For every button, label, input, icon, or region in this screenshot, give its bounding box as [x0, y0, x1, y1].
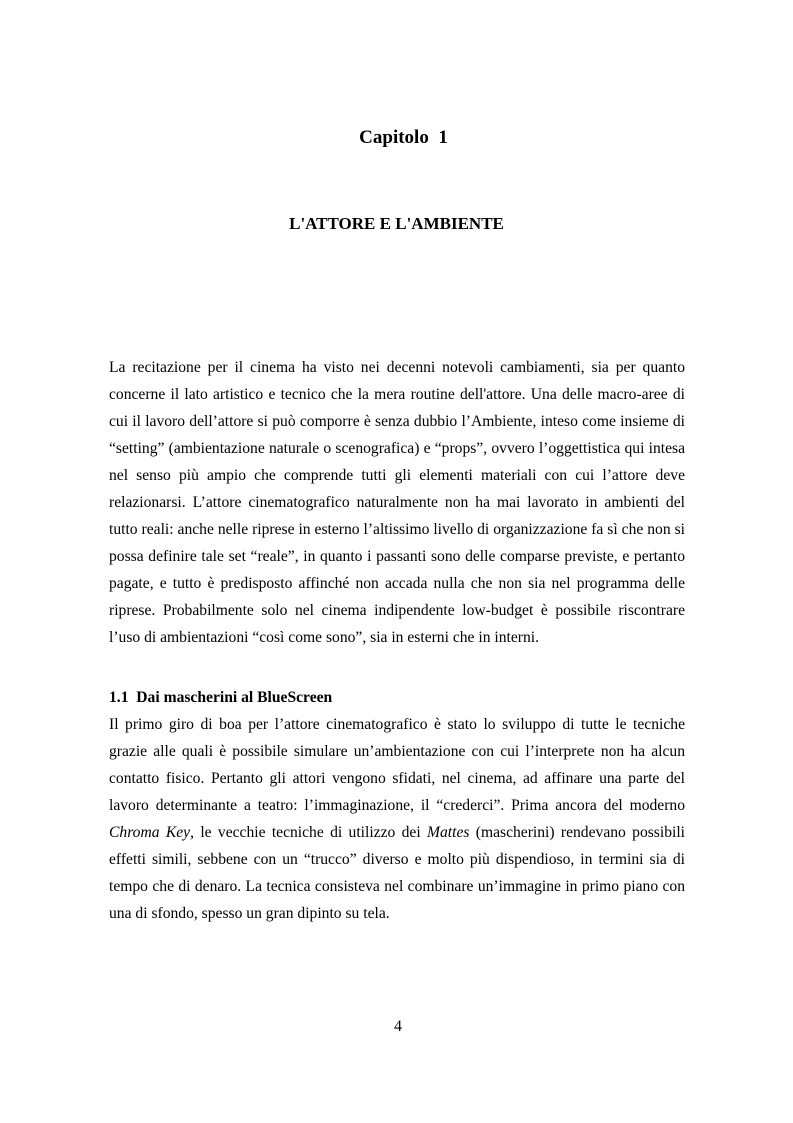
section-paragraph-italic-mattes: Mattes	[427, 824, 470, 841]
section-paragraph-text-3: (mascherini) rendevano possibili effetti simili, sebbene con un “trucco” diverso e molto più dispendioso, in termini sia di tempo che di denaro. La tecnica consisteva nel combinare un’immagine in primo piano con una di sfondo, spesso un gran dipinto su tela.	[109, 824, 686, 922]
intro-paragraph: La recitazione per il cinema ha visto nei decenni notevoli cambiamenti, sia per quanto concerne il lato artistico e tecnico che la mera routine dell'attore. Una delle macro-aree di cui il lavoro dell’attore si può comporre è senza dubbio l’Ambiente, inteso come insieme di “setting” (ambientazione naturale o scenografica) e “props”, ovvero l’oggettistica qui intesa nel senso più ampio che comprende tutti gli elementi materiali con cui l’attore deve relazionarsi. L’attore cinematografico naturalmente non ha mai lavorato in ambienti del tutto reali: anche nelle riprese in esterno l’altissimo livello di organizzazione fa sì che non si possa definire tale set “reale”, in quanto i passanti sono delle comparse previste, e pertanto pagate, e tutto è predisposto affinché non accada nulla che non sia nel programma delle riprese. Probabilmente solo nel cinema indipendente low-budget è possibile riscontrare l’uso di ambientazioni “così come sono”, sia in esterni che in interni.	[109, 359, 685, 646]
page-number: 4	[394, 1018, 402, 1035]
chapter-number: Capitolo 1	[359, 127, 448, 148]
section-paragraph	[109, 711, 685, 927]
section-paragraph-text-1: Il primo giro di boa per l’attore cinematografico è stato lo sviluppo di tutte le tecniche grazie alle quali è possibile simulare un’ambientazione con cui l’interprete non ha alcun contatto fisico. Pertanto gli attori vengono sfidati, nel cinema, ad affinare una parte del lavoro determinante a teatro: l’immaginazione, il “crederci”. Prima ancora del moderno	[109, 716, 685, 814]
section-heading: 1.1 Dai mascherini al BlueScreen	[109, 689, 333, 706]
chapter-title: L'ATTORE E L'AMBIENTE	[289, 214, 504, 233]
section-paragraph-italic-chroma-key: Chroma Key	[109, 824, 191, 841]
section-paragraph-text-2: , le vecchie tecniche di utilizzo dei	[190, 824, 427, 841]
